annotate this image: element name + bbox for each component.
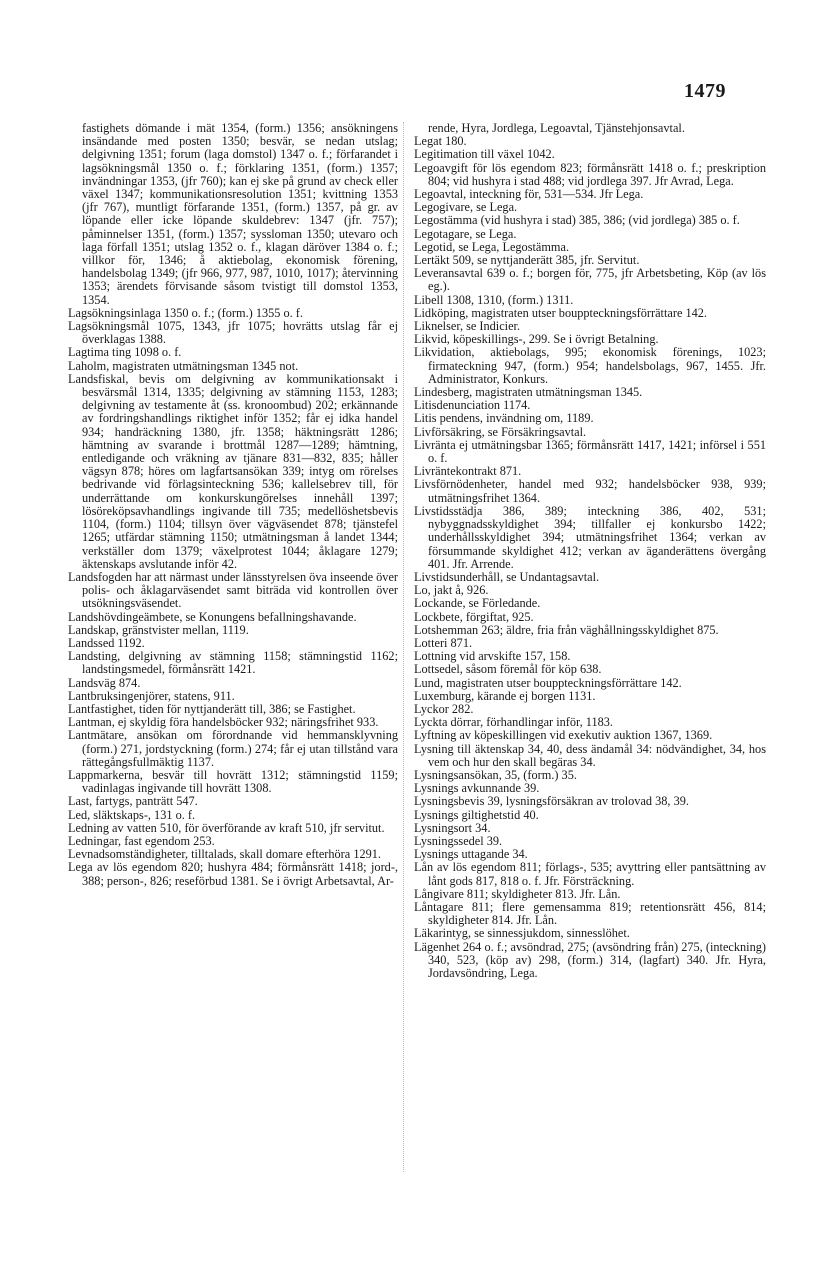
index-entry: Läkarintyg, se sinnessjukdom, sinnesslöhet. <box>414 926 630 941</box>
index-entry: Legat 180. <box>414 134 467 149</box>
index-entry: Lockande, se Förledande. <box>414 596 541 611</box>
index-entry: Lyftning av köpeskillingen vid exekutiv auktion 1367, 1369. <box>414 728 713 743</box>
index-entry: Landsväg 874. <box>68 675 141 690</box>
index-entry: Legogivare, se Lega. <box>414 200 518 215</box>
index-entry: Legitimation till växel 1042. <box>414 147 555 162</box>
index-entry: Livsförnödenheter, handel med 932; handelsböcker 938, 939; utmätningsfrihet 1364. <box>414 477 766 505</box>
index-entry: Lysnings giltighetstid 40. <box>414 807 539 822</box>
index-entry: rende, Hyra, Jordlega, Legoavtal, Tjänstehjonsavtal. <box>428 121 685 135</box>
index-entry: Lappmarkerna, besvär till hovrätt 1312; stämningstid 1159; vadinlagas ingivande till hovrätt 1308. <box>68 767 398 796</box>
index-entry: Lysningsansökan, 35, (form.) 35. <box>414 767 577 782</box>
index-entry: Lantmätare, ansökan om förordnande vid hemmansklyvning (form.) 271, jordstyckning (form.) 274; får ej utan tillstånd vara rättegångsfullmäktig 1137. <box>68 728 398 769</box>
index-entry: Led, släktskaps-, 131 o. f. <box>68 807 196 822</box>
index-entry: Laholm, magistraten utmätningsman 1345 not. <box>68 358 299 373</box>
index-entry: Lyckor 282. <box>414 701 474 716</box>
index-entry: Likvid, köpeskillings-, 299. Se i övrigt Betalning. <box>414 332 659 347</box>
index-entry: Legostämma (vid hushyra i stad) 385, 386; (vid jordlega) 385 o. f. <box>414 213 740 228</box>
index-entry: Lockbete, förgiftat, 925. <box>414 609 534 624</box>
index-entry: Landsfiskal, bevis om delgivning av kommunikationsakt i besvärsmål 1314, 1335; delgivning av stämning 1153, 1283; delgivning av testamente åt (ss. kronoombud) 202; erkännande av fordringshandlings riktighet inför 1352; får ej idka handel 934; handräckning 1380, jfr. 1358; häktningsrätt 1286; hämtning av svarande i brottmål 1287—1289; hämtning, entledigande och vräkning av tjänare 831—832, 835; håller vägsyn 878; höres om lagfartsansökan 339; intyg om rörelses bedrivande vid förlagsinteckning 536; kallelsebrev till, för underrättande om konkurskungörelses innehåll 1397; lösöreköpsavhandlings ingivande till 735; medellöshetsbevis 1104, (form.) 1104; tillsyn över vägväsendet 878; tjänstefel 1265; utfärdar stämning 1150; utmätningsman å landet 1344; verkställer dom 1379; växelprotest 1044; åklagare 1279; äktenskaps avslutande inför 42. <box>68 371 398 571</box>
index-entry: Lotshemman 263; äldre, fria från väghållningsskyldighet 875. <box>414 622 719 637</box>
index-entry: Landskap, gränstvister mellan, 1119. <box>68 622 249 637</box>
page-number: 1479 <box>684 80 726 102</box>
index-entry: Ledningar, fast egendom 253. <box>68 833 215 848</box>
index-column-left <box>68 122 398 888</box>
index-entry: Legoavgift för lös egendom 823; förmånsrätt 1418 o. f.; preskription 804; vid hushyra i stad 488; vid jordlega 397. Jfr Avrad, Lega. <box>414 160 766 188</box>
index-entry: Landssed 1192. <box>68 635 145 650</box>
index-entry: Livräntekontrakt 871. <box>414 464 522 479</box>
index-entry: Litis pendens, invändning om, 1189. <box>414 411 594 426</box>
index-entry: Lantbruksingenjörer, statens, 911. <box>68 688 235 703</box>
index-entry: Landshövdingeämbete, se Konungens befallningshavande. <box>68 609 357 624</box>
index-entry: Last, fartygs, panträtt 547. <box>68 794 198 809</box>
index-column-right <box>414 122 766 980</box>
index-entry: Lottning vid arvskifte 157, 158. <box>414 649 571 664</box>
index-entry: Livstidsstädja 386, 389; inteckning 386, 402, 531; nybyggnadsskyldighet 394; tillfaller ej konkursbo 1422; underhållsskyldighet 394; utmätningsfrihet 1364; verkan av försummande skyldighet 412; verkan av äganderättens övergång 401. Jfr. Arrende. <box>414 503 766 571</box>
index-entry: Lund, magistraten utser bouppteckningsförrättare 142. <box>414 675 682 690</box>
index-entry: Låntagare 811; flere gemensamma 819; retentionsrätt 456, 814; skyldigheter 814. Jfr. Lån. <box>414 899 766 928</box>
index-entry: Liknelser, se Indicier. <box>414 319 521 334</box>
index-entry: fastighets dömande i mät 1354, (form.) 1356; ansökningens insändande med posten 1350; besvär, se nedan utslag; delgivning 1351; forum (laga domstol) 1347 o. f.; förfarandet i lagsökningsmål 1350 o. f.; förklaring 1351, (form.) 1357; invändningar 1353, (jfr 760); kan ej ske på grund av check eller växel 1347; kommunikationsresolution 1351; kvittning 1353 (jfr 767), muntligt förfarande 1351, (form.) 1357, på gr. av löpande eller icke löpande skuldebrev: 1347 (jfr. 757); påminnelser 1351, (form.) 1357; syssloman 1350; utevaro och laga förfall 1351; utslag 1352 o. f., klagan däröver 1384 o. f.; villkor för, 1346; å aktiebolag, ekonomisk förening, handelsbolag 1349; (jfr 966, 977, 987, 1010, 1017); återvinning 1353; ärendets förvisande såsom tvistigt till domstol 1353, 1354. <box>82 121 398 307</box>
index-entry: Lysningssedel 39. <box>414 833 503 848</box>
index-entry: Litisdenunciation 1174. <box>414 398 531 413</box>
index-entry: Lyckta dörrar, förhandlingar inför, 1183. <box>414 715 614 730</box>
index-entry: Lagtima ting 1098 o. f. <box>68 345 182 360</box>
index-entry: Likvidation, aktiebolags, 995; ekonomisk förenings, 1023; firmateckning 947, (form.) 954; handelsbolags, 967, 1455. Jfr. Administrator, Konkurs. <box>414 345 766 386</box>
index-entry: Legoavtal, inteckning för, 531—534. Jfr Lega. <box>414 187 644 202</box>
index-entry: Lagsökningsinlaga 1350 o. f.; (form.) 1355 o. f. <box>68 305 303 320</box>
index-entry: Lottsedel, såsom föremål för köp 638. <box>414 662 602 677</box>
index-entry: Lotteri 871. <box>414 635 473 650</box>
index-entry: Livförsäkring, se Försäkringsavtal. <box>414 424 587 439</box>
index-entry: Lagsökningsmål 1075, 1343, jfr 1075; hovrätts utslag får ej överklagas 1388. <box>68 319 398 347</box>
index-entry: Luxemburg, kärande ej borgen 1131. <box>414 688 596 703</box>
index-entry: Lega av lös egendom 820; hushyra 484; förmånsrätt 1418; jord-, 388; person-, 826; reseförbud 1381. Se i övrigt Arbetsavtal, Ar- <box>68 860 398 888</box>
column-divider <box>403 122 404 1172</box>
index-entry: Lindesberg, magistraten utmätningsman 1345. <box>414 385 643 400</box>
index-entry: Lantman, ej skyldig föra handelsböcker 932; näringsfrihet 933. <box>68 715 379 730</box>
index-entry: Långivare 811; skyldigheter 813. Jfr. Lån. <box>414 886 621 901</box>
index-entry: Lysnings uttagande 34. <box>414 847 528 862</box>
index-entry: Lysning till äktenskap 34, 40, dess ändamål 34: nödvändighet, 34, hos vem och hur den skall begäras 34. <box>414 741 766 769</box>
index-entry: Lysnings avkunnande 39. <box>414 781 540 796</box>
index-entry: Lertäkt 509, se nyttjanderätt 385, jfr. Servitut. <box>414 253 640 268</box>
index-entry: Lån av lös egendom 811; förlags-, 535; avyttring eller pantsättning av lånt gods 817, 818 o. f. Jfr. Försträckning. <box>414 860 766 888</box>
index-entry: Lidköping, magistraten utser bouppteckningsförrättare 142. <box>414 305 707 320</box>
index-entry: Ledning av vatten 510, för överförande av kraft 510, jfr servitut. <box>68 820 385 835</box>
index-entry: Legotid, se Lega, Legostämma. <box>414 239 570 254</box>
index-entry: Lantfastighet, tiden för nyttjanderätt till, 386; se Fastighet. <box>68 701 356 716</box>
index-entry: Landsting, delgivning av stämning 1158; stämningstid 1162; landstingsmedel, förmånsrätt 1421. <box>68 649 398 677</box>
index-entry: Lägenhet 264 o. f.; avsöndrad, 275; (avsöndring från) 275, (inteckning) 340, 523, (köp av) 298, (form.) 314, (lagfart) 340. Jfr. Hyra, Jordavsöndring, Lega. <box>414 939 766 980</box>
index-entry: Libell 1308, 1310, (form.) 1311. <box>414 292 574 307</box>
index-entry: Landsfogden har att närmast under länsstyrelsen öva inseende över polis- och åklagarväsendet samt biträda vid kontrollen över utsökningsväsendet. <box>68 569 398 611</box>
index-entry: Legotagare, se Lega. <box>414 226 517 241</box>
index-entry: Livränta ej utmätningsbar 1365; förmånsrätt 1417, 1421; införsel i 551 o. f. <box>414 437 766 466</box>
index-entry: Lysningsbevis 39, lysningsförsäkran av trolovad 38, 39. <box>414 794 689 809</box>
index-entry: Livstidsunderhåll, se Undantagsavtal. <box>414 569 600 584</box>
index-entry: Lo, jakt å, 926. <box>414 583 489 598</box>
index-entry: Levnadsomständigheter, tilltalads, skall domare efterhöra 1291. <box>68 847 381 862</box>
index-entry: Lysningsort 34. <box>414 820 491 835</box>
index-entry: Leveransavtal 639 o. f.; borgen för, 775, jfr Arbetsbeting, Köp (av lös eg.). <box>414 266 766 294</box>
